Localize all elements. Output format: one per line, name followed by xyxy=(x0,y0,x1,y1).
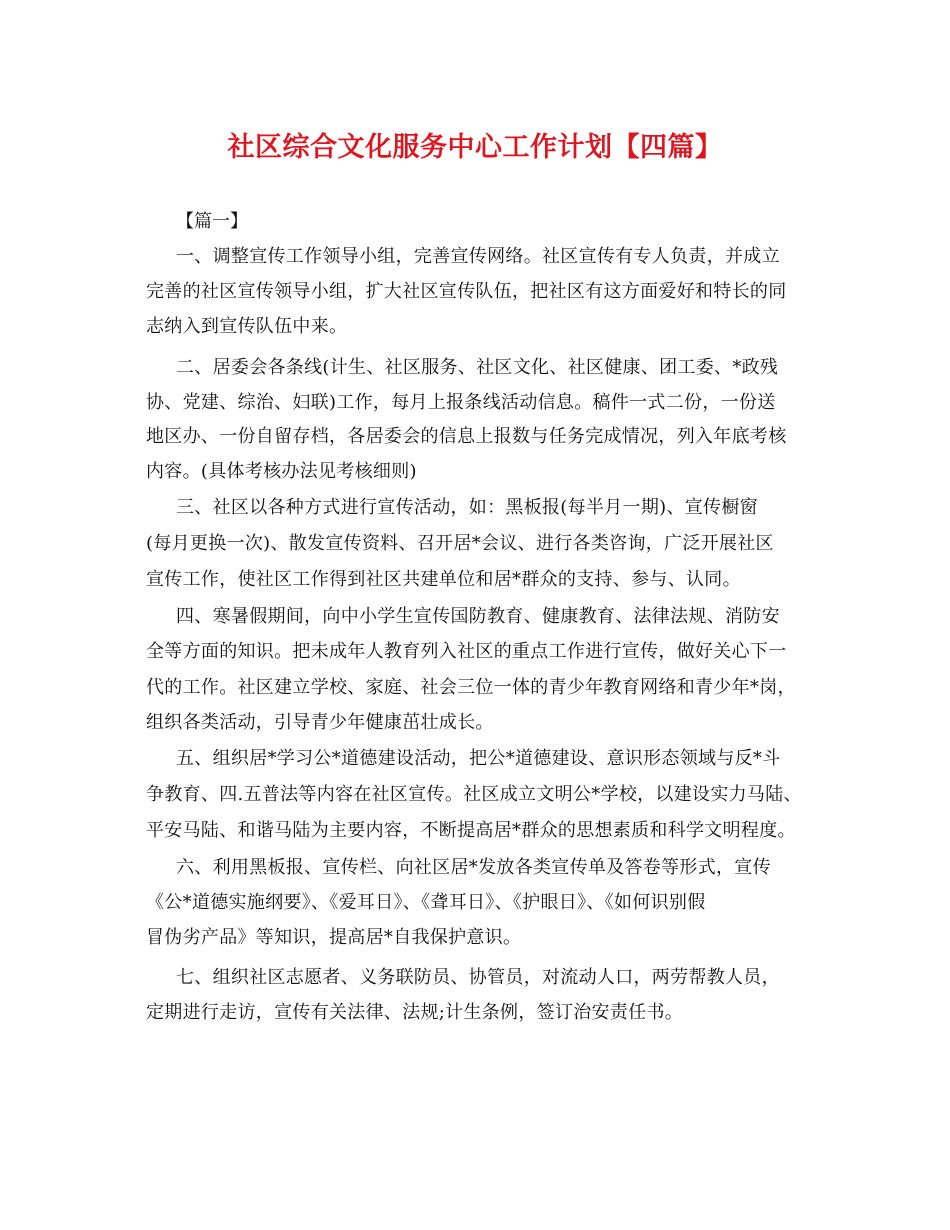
paragraph-line: 定期进行走访，宣传有关法律、法规;计生条例，签订治安责任书。 xyxy=(146,1002,684,1023)
section-label: 【篇一】 xyxy=(176,211,248,232)
paragraph-line: 平安马陆、和谐马陆为主要内容，不断提高居*群众的思想素质和科学文明程度。 xyxy=(146,820,796,841)
paragraph-line: 完善的社区宣传领导小组，扩大社区宣传队伍，把社区有这方面爱好和特长的同 xyxy=(146,281,787,302)
paragraph-line: 《公*道德实施纲要》、《爱耳日》、《聋耳日》、《护眼日》、《如何识别假 xyxy=(146,892,706,913)
paragraph-line: 七、组织社区志愿者、义务联防员、协管员，对流动人口，两劳帮教人员， xyxy=(176,967,780,988)
paragraph-line: 协、党建、综治、妇联)工作，每月上报条线活动信息。稿件一式二份，一份送 xyxy=(146,392,776,413)
document-title: 社区综合文化服务中心工作计划【四篇】 xyxy=(227,132,723,163)
paragraph-line: 宣传工作，使社区工作得到社区共建单位和居*群众的支持、参与、认同。 xyxy=(146,569,741,590)
paragraph-line: (每月更换一次)、散发宣传资料、召开居*会议、进行各类咨询，广泛开展社区 xyxy=(146,533,774,554)
paragraph-line: 六、利用黑板报、宣传栏、向社区居*发放各类宣传单及答卷等形式，宣传 xyxy=(176,857,771,878)
paragraph-line: 五、组织居*学习公*道德建设活动，把公*道德建设、意识形态领域与反*斗 xyxy=(176,748,781,769)
paragraph-line: 三、社区以各种方式进行宣传活动，如：黑板报(每半月一期)、宣传橱窗 xyxy=(176,497,758,518)
paragraph-line: 四、寒暑假期间，向中小学生宣传国防教育、健康教育、法律法规、消防安 xyxy=(176,606,780,627)
paragraph-line: 内容。(具体考核办法见考核细则) xyxy=(146,461,417,482)
paragraph-line: 代的工作。社区建立学校、家庭、社会三位一体的青少年教育网络和青少年*岗， xyxy=(146,677,796,698)
paragraph-line: 组织各类活动，引导青少年健康茁壮成长。 xyxy=(146,712,494,733)
paragraph-line: 全等方面的知识。把未成年人教育列入社区的重点工作进行宣传，做好关心下一 xyxy=(146,641,787,662)
paragraph-line: 一、调整宣传工作领导小组，完善宣传网络。社区宣传有专人负责，并成立 xyxy=(176,246,780,267)
paragraph-line: 地区办、一份自留存档，各居委会的信息上报数与任务完成情况，列入年底考核 xyxy=(146,426,787,447)
paragraph-line: 冒伪劣产品》等知识，提高居*自我保护意识。 xyxy=(146,927,522,948)
paragraph-line: 二、居委会各条线(计生、社区服务、社区文化、社区健康、团工委、*政残 xyxy=(176,357,779,378)
paragraph-line: 志纳入到宣传队伍中来。 xyxy=(146,316,348,337)
paragraph-line: 争教育、四.五普法等内容在社区宣传。社区成立文明公*学校，以建设实力马陆、 xyxy=(146,784,802,805)
